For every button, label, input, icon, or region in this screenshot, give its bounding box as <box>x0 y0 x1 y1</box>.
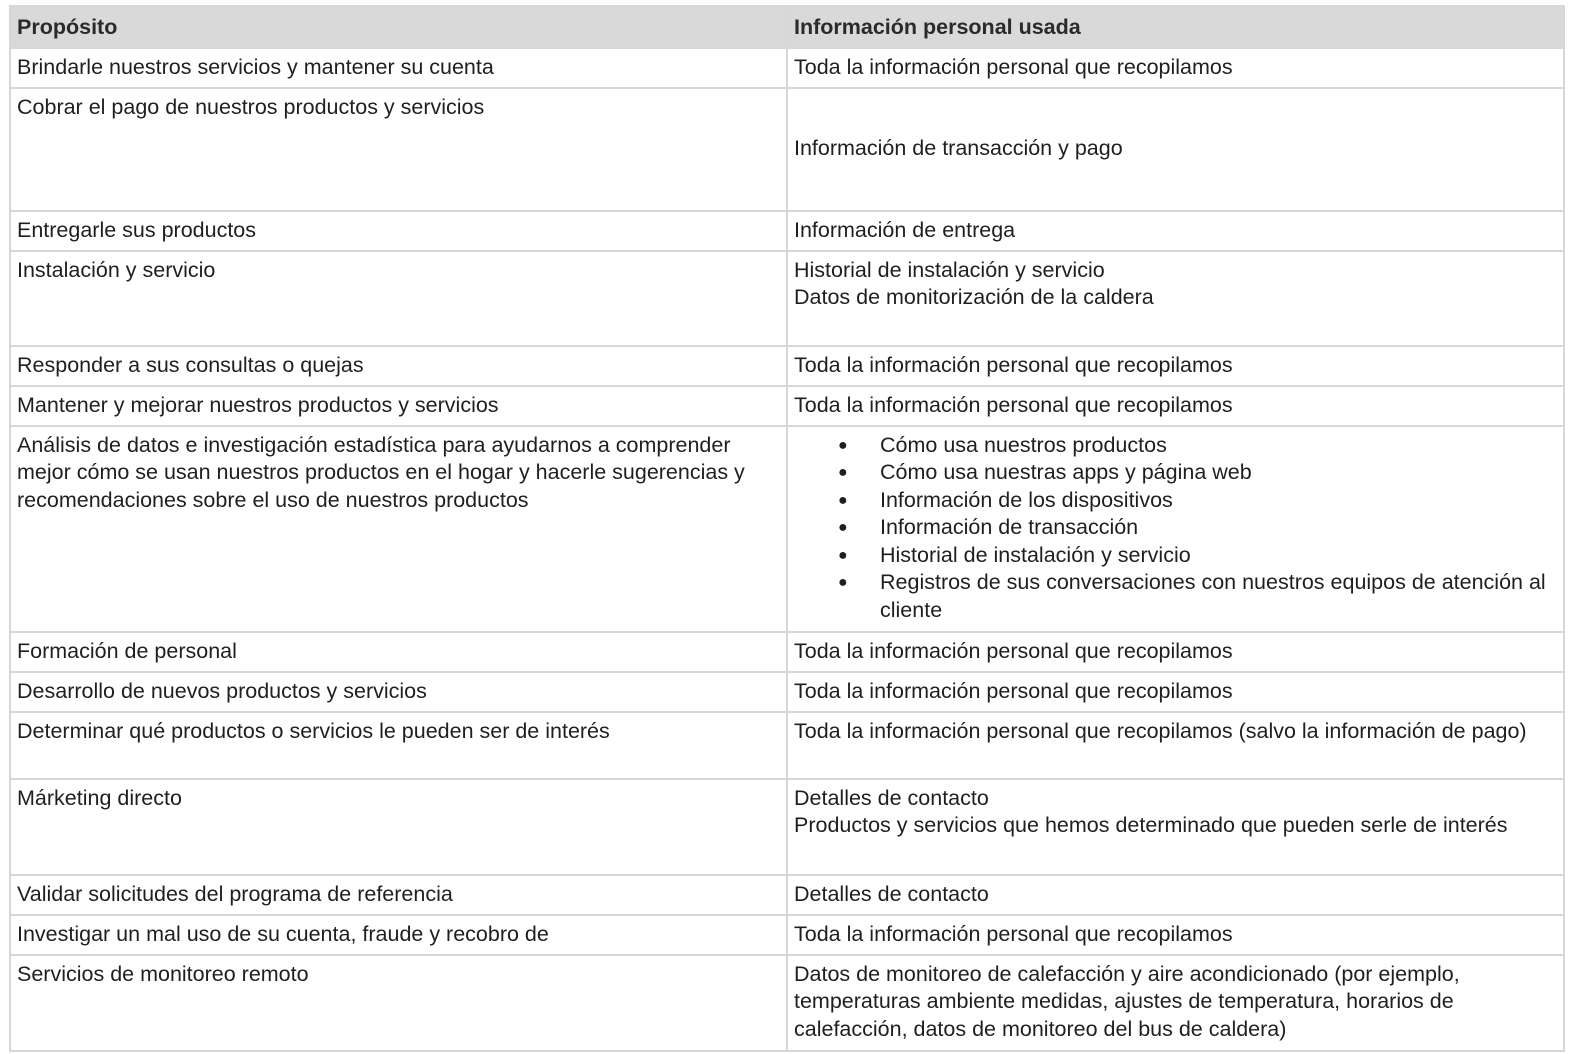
info-cell <box>787 955 1564 1051</box>
purpose-cell: Servicios de monitoreo remoto <box>10 955 787 1051</box>
bullet-icon: ● <box>838 464 848 481</box>
info-line: Información de transacción y pago <box>794 136 1123 161</box>
table-row <box>10 251 1564 346</box>
purpose-cell: Determinar qué productos o servicios le pueden ser de interés <box>10 712 787 779</box>
table-row <box>10 48 1564 88</box>
info-line: Detalles de contacto <box>794 881 989 906</box>
info-line: Historial de instalación y servicio <box>794 257 1105 282</box>
info-line: Toda la información personal que recopilamos <box>794 352 1233 377</box>
purpose-cell: Cobrar el pago de nuestros productos y servicios <box>10 88 787 211</box>
bullet-icon: ● <box>838 546 848 564</box>
list-item-text: Cómo usa nuestros productos <box>880 432 1167 457</box>
info-line: Datos de monitorización de la caldera <box>794 285 1154 309</box>
table-row <box>10 88 1564 211</box>
info-cell <box>787 875 1564 915</box>
list-item <box>794 487 1557 515</box>
table-row <box>10 915 1564 955</box>
info-line: Toda la información personal que recopilamos <box>794 54 1233 79</box>
info-cell <box>787 712 1564 779</box>
info-cell <box>787 48 1564 88</box>
list-item-text: Historial de instalación y servicio <box>880 542 1191 567</box>
list-item <box>794 542 1557 570</box>
purpose-cell: Responder a sus consultas o quejas <box>10 346 787 386</box>
info-line: Toda la información personal que recopilamos <box>794 392 1233 417</box>
info-cell <box>787 779 1564 875</box>
purpose-cell: Entregarle sus productos <box>10 211 787 251</box>
purpose-cell: Formación de personal <box>10 632 787 672</box>
info-line: Toda la información personal que recopilamos <box>794 921 1233 946</box>
bullet-icon: ● <box>838 574 848 591</box>
purpose-cell: Análisis de datos e investigación estadística para ayudarnos a comprender mejor cómo se usan nuestros productos en el hogar y hacerle sugerencias y recomendaciones sobre el uso de nuestros productos <box>10 426 787 632</box>
info-cell <box>787 346 1564 386</box>
table-row <box>10 712 1564 779</box>
list-item <box>794 459 1557 487</box>
info-cell <box>787 426 1564 632</box>
table-row <box>10 426 1564 632</box>
info-line: Información de entrega <box>794 217 1016 242</box>
list-item-text: Registros de sus conversaciones con nuestros equipos de atención al cliente <box>880 570 1546 622</box>
list-item-text: Información de transacción <box>880 515 1139 539</box>
info-line: Toda la información personal que recopilamos (salvo la información de pago) <box>794 718 1527 743</box>
info-line: Productos y servicios que hemos determinado que pueden serle de interés <box>794 813 1508 837</box>
header-info: Información personal usada <box>787 6 1564 48</box>
table-row <box>10 211 1564 251</box>
info-cell <box>787 211 1564 251</box>
info-line: Detalles de contacto <box>794 785 989 810</box>
info-cell <box>787 386 1564 426</box>
purpose-cell: Validar solicitudes del programa de referencia <box>10 875 787 915</box>
list-item-text: Información de los dispositivos <box>880 487 1173 512</box>
bullet-icon: ● <box>838 519 848 536</box>
list-item-text: Cómo usa nuestras apps y página web <box>880 460 1252 484</box>
table-header-row <box>10 6 1564 48</box>
table-row <box>10 632 1564 672</box>
list-item <box>794 432 1557 460</box>
purpose-cell: Investigar un mal uso de su cuenta, fraude y recobro de <box>10 915 787 955</box>
purpose-cell: Mantener y mejorar nuestros productos y servicios <box>10 386 787 426</box>
info-cell <box>787 88 1564 211</box>
info-line: Toda la información personal que recopilamos <box>794 638 1233 663</box>
table-row <box>10 779 1564 875</box>
bullet-list <box>794 432 1557 625</box>
list-item <box>794 514 1557 542</box>
info-line: Datos de monitoreo de calefacción y aire acondicionado (por ejemplo, temperaturas ambiente medidas, ajustes de temperatura, horarios de calefacción, datos de monitoreo del bus de caldera) <box>794 961 1460 1041</box>
bullet-icon: ● <box>838 436 848 454</box>
table-row <box>10 672 1564 712</box>
purpose-cell: Brindarle nuestros servicios y mantener su cuenta <box>10 48 787 88</box>
info-cell <box>787 672 1564 712</box>
list-item <box>794 569 1557 624</box>
info-cell <box>787 251 1564 346</box>
bullet-icon: ● <box>838 491 848 509</box>
purpose-table <box>9 5 1565 1052</box>
table-row <box>10 346 1564 386</box>
purpose-cell: Instalación y servicio <box>10 251 787 346</box>
info-line: Toda la información personal que recopilamos <box>794 678 1233 703</box>
purpose-table-container <box>9 5 1563 1052</box>
purpose-cell: Márketing directo <box>10 779 787 875</box>
purpose-cell: Desarrollo de nuevos productos y servicios <box>10 672 787 712</box>
table-row <box>10 955 1564 1051</box>
info-cell <box>787 632 1564 672</box>
table-row <box>10 875 1564 915</box>
header-purpose: Propósito <box>10 6 787 48</box>
table-row <box>10 386 1564 426</box>
info-cell <box>787 915 1564 955</box>
